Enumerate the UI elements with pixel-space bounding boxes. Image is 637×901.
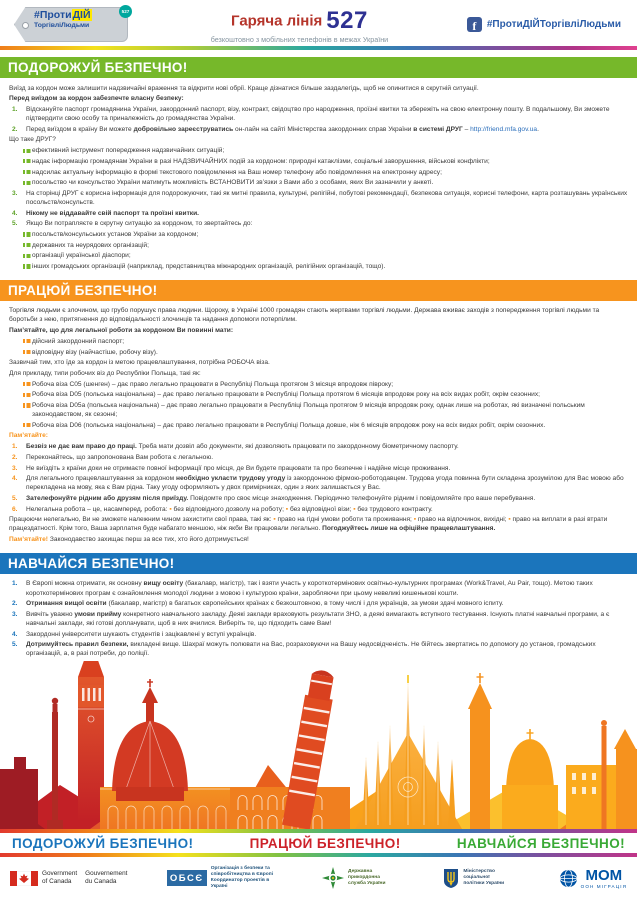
study-item-2	[9, 599, 628, 608]
logo-line2: ТоргівліЛюдьми	[34, 22, 90, 30]
item-text: Переконайтесь, що запропонована Вам робота є легальною.	[26, 453, 214, 461]
visa-bullet: Робоча віза D05 (польська національна) – дає право легально працювати в Республіці Польща протягом 6 місяців впродовж року на всіх видах робіт, окрім сезонних;	[9, 390, 628, 399]
section-travel-body	[0, 78, 637, 274]
ministry-caption: Міністерство соціальної політики України	[463, 868, 505, 887]
badge-527: 527	[119, 5, 132, 18]
work-final: Пам’ятайте! Законодавство захищає перш за все тих, хто його дотримується!	[9, 536, 249, 544]
slogan-work: ПРАЦЮЙ БЕЗПЕЧНО!	[249, 835, 401, 851]
item-text: Отримання вищої освіти (бакалавр, магістр) в багатьох європейських країнах є безкоштовною, в тому числі і для українців, за умови здачі мовного іспиту.	[26, 600, 504, 608]
study-item-1	[9, 579, 628, 597]
hotline-title: Гаряча лінія	[231, 12, 323, 29]
border-guard-logo	[322, 867, 404, 889]
bullet-square-icon	[23, 264, 32, 268]
canada-flag-icon	[10, 871, 38, 886]
item-number: 2.	[12, 453, 18, 461]
item-number: 5.	[12, 494, 18, 502]
item-text: Вивчіть уважно умови прийму конкретного навчального закладу. Деякі заклади враховують результати ЗНО, а деякі вимагають вступного тестування. Існують платні навчальні програми, а є навчальні заклади, які готові доплачувати, щоб в них вчилися. Виберіть те, що підходить саме Вам!	[26, 610, 610, 627]
work-item-1	[9, 442, 628, 451]
work-p2: Для прикладу, типи робочих віз до Республіки Польща, такі як:	[9, 369, 201, 377]
osce-caption: Організація з безпеки та співробітництва в Європі Координатор проектів в Україні	[210, 865, 274, 890]
item-text: На сторінці ДРУГ є корисна інформація для подорожуючих, такі як митні правила, культурні, релігійні, побутові рекомендації, безпекова ситуація, корисні телефони, карта розташувань українських посольств/консульств.	[26, 189, 628, 206]
hotline-subtitle: безкоштовно з мобільних телефонів в межах України	[210, 34, 389, 44]
study-item-5	[9, 640, 628, 658]
facebook-icon: f	[467, 17, 482, 32]
item-text: Дотримуйтесь правил безпеки, викладені вище. Шахраї можуть полювати на Вас, розраховуючи на Вашу недосвідченість. Не бійтесь звертатись по допомогу до установ, громадських організацій, а, в разі потреби, до поліції.	[26, 641, 596, 658]
item-number: 5.	[12, 641, 18, 649]
item-text: Перед виїздом в країну Ви можете добровільно зареєструватись он-лайн на сайті Міністерства закордонних справ України в системі ДРУГ – http://friend.mfa.gov.ua.	[26, 125, 539, 133]
tag-text	[34, 10, 92, 29]
hotline	[211, 7, 389, 44]
work-item-5	[9, 494, 628, 503]
drug-bullet: надає інформацію громадянам України в разі НАДЗВИЧАЙНИХ подій за кордоном: природні катаклізми, соціальні заворушення, військові конфлікти;	[9, 157, 628, 166]
help-bullet: організації української діаспори;	[9, 251, 628, 260]
bullet-square-icon	[23, 382, 32, 386]
travel-lead: Перед виїздом за кордон забезпечте власну безпеку:	[9, 95, 184, 103]
facebook-link[interactable]	[467, 17, 621, 32]
study-item-4	[9, 630, 628, 639]
section-study	[0, 547, 637, 661]
canada-caption: Government of Canada Gouvernement du Canada	[42, 870, 128, 885]
bullet-square-icon	[23, 159, 32, 163]
italy-skyline-illustration	[0, 661, 637, 829]
work-p1: Зазвичай тим, хто їде за кордон із метою працевлаштування, потрібна РОБОЧА віза.	[9, 359, 270, 367]
section-travel	[0, 50, 637, 274]
friend-mfa-link[interactable]: http://friend.mfa.gov.ua	[470, 125, 538, 133]
iom-logo	[559, 868, 627, 889]
item-number: 1.	[12, 580, 18, 588]
help-bullet: інших громадських організацій (наприклад, представництва міжнародних організацій, релігійних організацій, тощо).	[9, 262, 628, 271]
header	[0, 0, 637, 46]
help-bullet: державних та неурядових організацій;	[9, 241, 628, 250]
work-remember-label: Пам’ятайте:	[9, 432, 49, 440]
slogans-banner	[0, 829, 637, 857]
item-text: Якщо Ви потрапляєте в скрутну ситуацію за кордоном, то звертайтесь до:	[26, 220, 253, 228]
iom-caption: МОМ ООН МІГРАЦІЯ	[580, 866, 627, 889]
study-item-3	[9, 610, 628, 628]
item-number: 2.	[12, 125, 18, 133]
item-number: 6.	[12, 505, 18, 513]
work-item-4	[9, 474, 628, 492]
work-item-6	[9, 505, 628, 514]
doc-bullet: відповідну візу (найчастіше, робочу візу).	[9, 348, 628, 357]
bullet-square-icon	[23, 149, 32, 153]
bullet-square-icon	[23, 254, 32, 258]
ministry-logo	[443, 868, 519, 889]
bullet-square-icon	[23, 423, 32, 427]
section-study-body	[0, 574, 637, 661]
item-number: 5.	[12, 220, 18, 228]
item-number: 3.	[12, 610, 18, 618]
doc-bullet: дійсний закордонний паспорт;	[9, 337, 628, 346]
osce-box-icon: ОБСЄ	[167, 870, 207, 886]
brand-tag-logo	[14, 5, 132, 43]
border-guard-caption: Державна прикордонна служба України	[348, 868, 386, 887]
item-text: Відскануйте паспорт громадянина України, закордонний паспорт, візу, контракт, свідоцтво про народження, проїзні квитки та збережіть на свою електронну пошту. В подальшому, Ви зможете підтвердити свою особу та приналежність до громадянства України.	[26, 105, 610, 123]
item-text: Закордонні університети шукають студентів і зацікавлені у вступі українців.	[26, 630, 257, 638]
border-guard-cross-icon	[322, 867, 344, 889]
item-number: 1.	[12, 443, 18, 451]
item-text: Безвіз не дає вам право до праці. Треба мати дозвіл або документи, які дозволяють працювати по закордонному біометричному паспорту.	[26, 443, 459, 451]
visa-bullet: Робоча віза D05a (польська національна) – дає право легально працювати в Республіці Польща протягом 9 місяців впродовж року, однак лише на роботах, які визначені польським законодавством, як сезонні;	[9, 401, 628, 419]
item-text: Нелегальна робота – це, насамперед, робота: ▪ без відповідного дозволу на роботу; ▪ без відповідної візи; ▪ без трудового контракту.	[26, 505, 433, 513]
travel-item-5	[9, 219, 628, 228]
travel-item-3	[9, 189, 628, 207]
trident-shield-icon	[443, 868, 459, 889]
iom-globe-icon	[559, 869, 578, 888]
item-text: Зателефонуйте рідним або друзям після приїзду. Повідомте про своє місце знаходження. Періодично телефонуйте рідним і повідомляйте про ваше перебування.	[26, 494, 536, 502]
logo-prefix: #Проти	[34, 9, 72, 21]
footer	[0, 857, 637, 901]
bullet-square-icon	[23, 350, 32, 354]
item-text: Для легального працевлаштування за кордоном необхідно укласти трудову угоду із закордонною фірмою-роботодавцем. Трудова угода повинна бути складена зрозумілою для Вас мовою або перекладена на мову, яка є Вам рідна. Таку угоду оформляють у двох примірниках, один з яких залишається у Вас.	[26, 475, 624, 492]
hotline-number: 527	[326, 6, 368, 34]
item-number: 3.	[12, 464, 18, 472]
bullet-square-icon	[23, 403, 32, 407]
visa-bullet: Робоча віза C05 (шенген) – дає право легально працювати в Республіці Польща протягом 3 місяця впродовж півроку;	[9, 380, 628, 389]
travel-intro: Виїзд за кордон може залишити надзвичайні враження та відкрити нові обрії. Краще дізнатися більше заздалегідь, щоб не опинитися в скрутній ситуації.	[9, 84, 479, 92]
bullet-square-icon	[23, 393, 32, 397]
travel-item-1	[9, 105, 628, 123]
bullet-square-icon	[23, 170, 32, 174]
item-text: В Європі можна отримати, як основну вищу освіту (бакалавр, магістр), так і взяти участь у короткотермінових освітньо-культурних програмах (Work&Travel, Au Pair, тощо). Метою таких короткотермінових програм є ознайомлення молодої людини з мовою і культурою країни, заробляючи при цьому невеликі кишенькові кошти.	[26, 580, 593, 597]
travel-question: Що таке ДРУГ?	[9, 136, 56, 144]
logo-highlight: ДІЙ	[72, 9, 91, 21]
section-work-title: ПРАЦЮЙ БЕЗПЕЧНО!	[0, 280, 637, 301]
facebook-handle: #ПротиДІЙТоргівліЛюдьми	[486, 18, 621, 30]
section-work	[0, 274, 637, 547]
work-closing: Працюючи нелегально, Ви не зможете належним чином захистити свої права, такі як: ▪ право на гідні умови роботи та проживання; ▪ право на відпочинок, вихідні; ▪ право на виплати в разі втрати працездатності. Крім того, Ваша зарплатня буде набагато меншою, ніж якби Ви працювали легально. Погоджуйтесь лише на офіційне працевлаштування.	[9, 516, 608, 533]
drug-bullet: посольство чи консульство України матимуть можливість ВСТАНОВИТИ зв’язки з Вами або з особами, яких Ви зазначили у анкеті.	[9, 178, 628, 187]
tag-hole	[22, 22, 29, 29]
item-number: 4.	[12, 209, 18, 217]
item-number: 2.	[12, 600, 18, 608]
item-text: Не виїздіть з країни доки не отримаєте повної інформації про місця, де Ви будете працювати та про безпечне і надійне місце проживання.	[26, 464, 451, 472]
item-number: 1.	[12, 105, 18, 113]
canada-logo	[10, 870, 127, 885]
drug-bullet: ефективний інструмент попередження надзвичайних ситуацій;	[9, 146, 628, 155]
section-travel-title: ПОДОРОЖУЙ БЕЗПЕЧНО!	[0, 57, 637, 78]
slogan-study: НАВЧАЙСЯ БЕЗПЕЧНО!	[456, 835, 625, 851]
drug-bullet: надсилає актуальну інформацію в формі текстового повідомлення на Ваш номер телефону або повідомлення на електронну адресу;	[9, 168, 628, 177]
bullet-square-icon	[23, 243, 32, 247]
work-intro: Торгівля людьми є злочином, що грубо порушує права людини. Щороку, в Україні 1000 громадян стають жертвами торгівлі людьми. Держава вживає заходів з попередження торгівлі людьми та боротьби з нею, притягнення до відповідальності злочинців та надання допомоги потерпілим.	[9, 307, 600, 324]
work-item-3	[9, 464, 628, 473]
work-item-2	[9, 453, 628, 462]
slogan-travel: ПОДОРОЖУЙ БЕЗПЕЧНО!	[12, 835, 194, 851]
item-number: 3.	[12, 189, 18, 197]
travel-item-4	[9, 209, 628, 218]
section-work-body	[0, 301, 637, 547]
help-bullet: посольств/консульських установ України за кордоном;	[9, 230, 628, 239]
item-text: Нікому не віддавайте свій паспорт та проїзні квитки.	[26, 209, 199, 217]
visa-bullet: Робоча віза D06 (польська національна) – дає право легально працювати в Республіці Польща довше, ніж 6 місяців впродовж року на всіх видах робіт, окрім сезонних.	[9, 421, 628, 430]
bullet-square-icon	[23, 339, 32, 343]
bullet-square-icon	[23, 181, 32, 185]
osce-logo	[167, 866, 283, 891]
item-number: 4.	[12, 630, 18, 638]
item-number: 4.	[12, 475, 18, 483]
section-study-title: НАВЧАЙСЯ БЕЗПЕЧНО!	[0, 553, 637, 574]
work-lead: Пам’ятайте, що для легальної роботи за кордоном Ви повинні мати:	[9, 327, 234, 335]
travel-item-2	[9, 125, 628, 134]
bullet-square-icon	[23, 232, 32, 236]
